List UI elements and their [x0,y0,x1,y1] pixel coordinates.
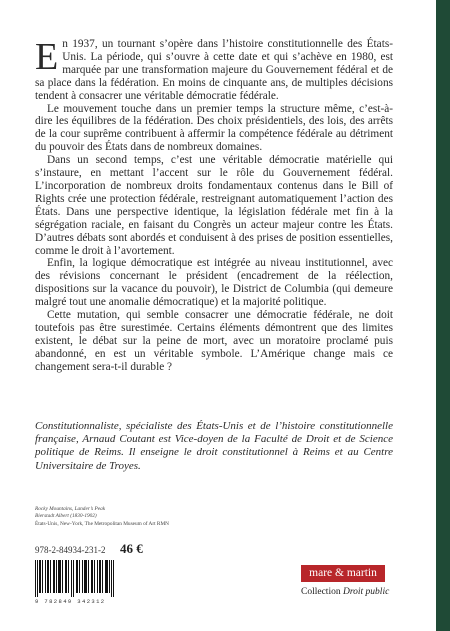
paragraph-1 [35,38,393,103]
drop-cap: E [35,36,59,78]
paragraph-5: Cette mutation, qui semble consacrer une démocratie fédérale, ne doit toutefois pas être surestimée. Certains éléments démontrent que des limites existent, le débat sur la peine de mort, avec un moratoire proclamé puis abandonné, en est un véritable symbole. L’Amérique change mais ce changement sera-t-il durable ? [35,309,393,373]
credit-artist: Bierstadt Albert (1830-1902) [35,513,97,520]
publisher-logo: mare & martin [301,565,385,582]
collection-name: Droit public [342,587,390,597]
back-cover-summary [35,38,393,374]
barcode-icon [35,560,115,597]
credit-museum: États-Unis, New-York, The Metropolitan Museum of Art RMN [35,520,169,527]
spine-color-band [436,0,450,631]
paragraph-4: Enfin, la logique démocratique est intégrée au niveau institutionnel, avec des révisions concernant le président (encadrement de la réélection, dispositions sur la vacance du pouvoir), le District de Columbia (qui demeure malgré tout une anomalie démocratique) et la majorité politique. [35,257,393,309]
paragraph-2: Le mouvement touche dans un premier temps la structure même, c’est-à-dire les équilibres de la fédération. Des choix présidentiels, des lois, des arrêts de la cour suprême contribuent à affermir la compétence fédérale au détriment du pouvoir des États dans de nombreux domaines. [35,102,393,154]
author-bio: Constitutionnaliste, spécialiste des États-Unis et de l’histoire constitutionnelle française, Arnaud Coutant est Vice-doyen de la Faculté de Droit et de Science politique de Reims. Il enseigne le droit constitutionnel à Reims et au Centre Universitaire de Troyes. [35,420,393,472]
credit-title: Rocky Mountains, Lander’s Peak [35,506,106,512]
isbn: 978-2-84934-231-2 [35,545,106,555]
paragraph-3: Dans un second temps, c’est une véritable démocratie matérielle qui s’instaure, en mettant l’accent sur le rôle du Gouvernement fédéral. L’incorporation de nombreux droits fondamentaux contenus dans le Bill of Rights crée une protection fédérale, restreignant automatiquement l’action des États. Dans une perspective identique, la législation fédérale met fin à la ségrégation raciale, en faisant du Congrès un acteur majeur contre les États. D’autres débats sont abordés et conduisent à des prises de position essentielles, comme le droit à l’avortement. [35,154,393,257]
collection-prefix: Collection [301,587,341,597]
price: 46 € [120,541,143,556]
collection-label [301,587,391,597]
barcode-digits: 9 782849 342312 [35,598,106,605]
image-credit [35,506,169,528]
paragraph-1-text: n 1937, un tournant s’opère dans l’histoire constitutionnelle des États-Unis. La période, qui s’ouvre à cette date et qui s’achève en 1980, est marquée par une transformation majeure du Gouvernement fédéral et de sa place dans la fédération. En moins de cinquante ans, de multiples décisions tendent à consacrer une véritable démocratie fédérale. [35,38,393,102]
